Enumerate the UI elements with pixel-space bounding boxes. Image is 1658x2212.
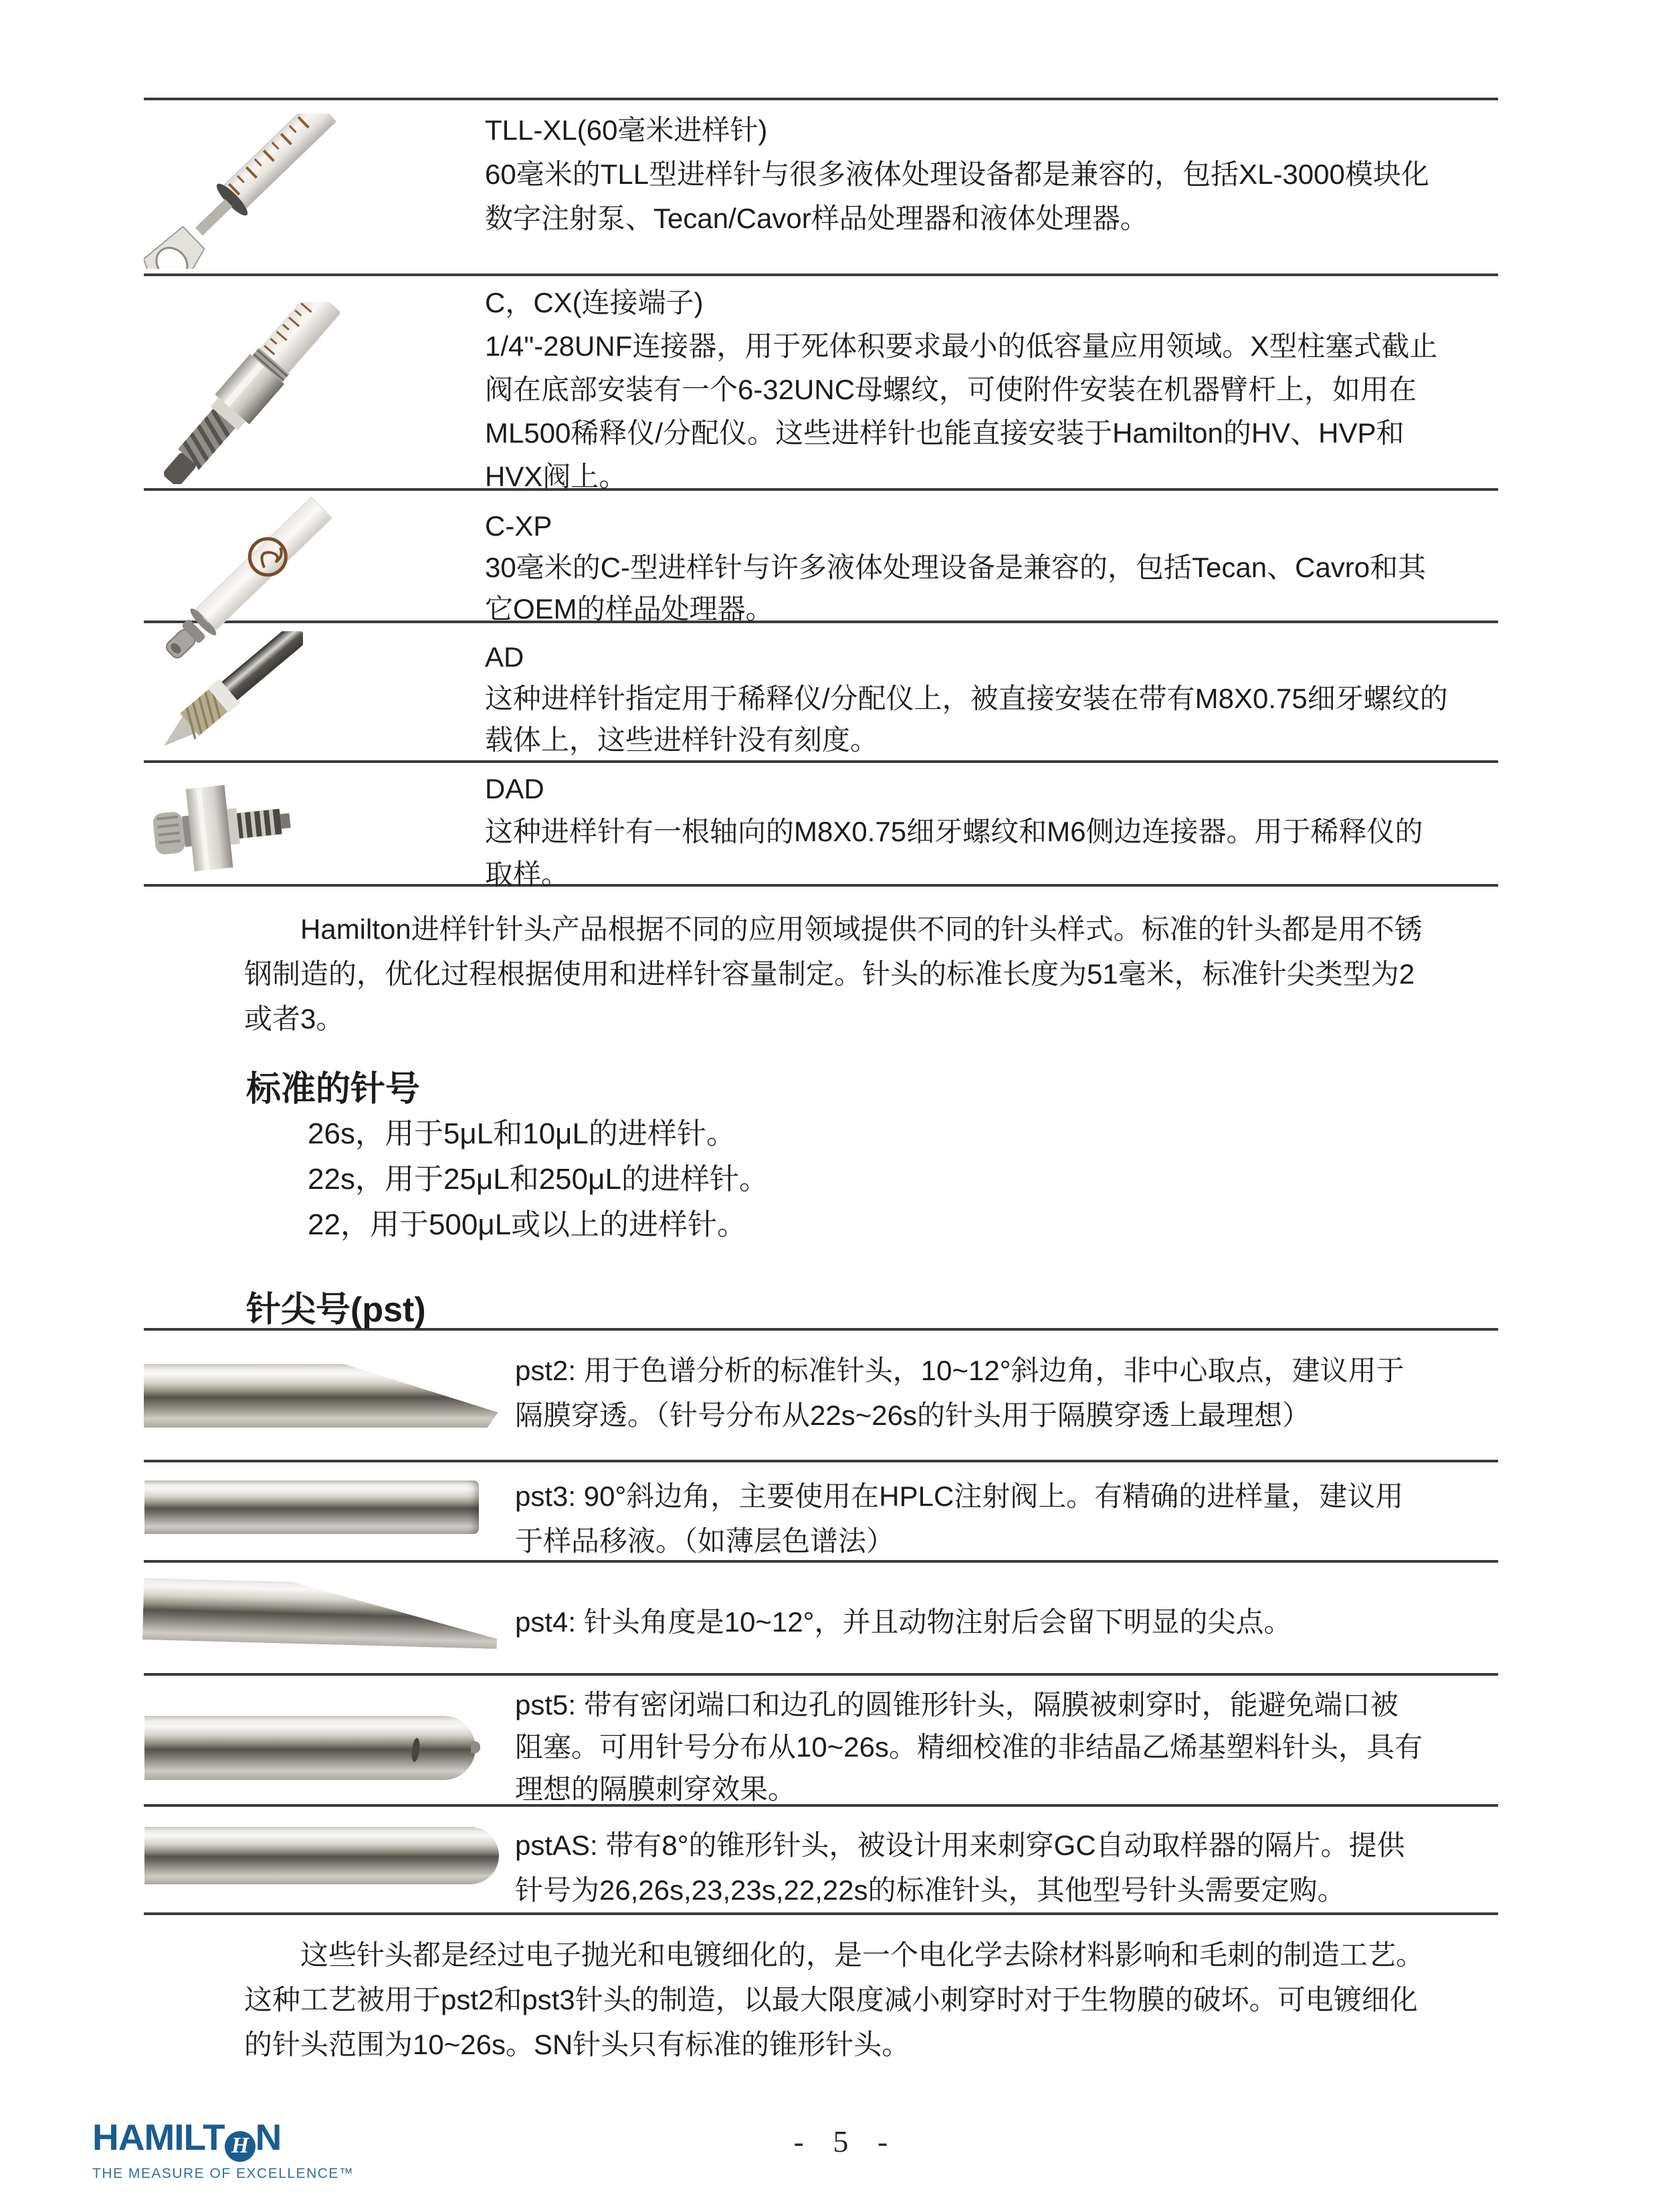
section-line: pst3: 90°斜边角，主要使用在HPLC注射阀上。有精确的进样量，建议用	[515, 1480, 1404, 1512]
section-line: 载体上，这些进样针没有刻度。	[485, 724, 879, 756]
list-item: 22，用于500μL或以上的进样针。	[308, 1208, 747, 1241]
section-line: 这种进样针有一根轴向的M8X0.75细牙螺纹和M6侧边连接器。用于稀释仪的	[485, 816, 1423, 847]
list-item: 26s，用于5μL和10μL的进样针。	[308, 1117, 736, 1150]
standard-gauge-list	[308, 1111, 768, 1248]
section-pst4	[515, 1599, 1491, 1644]
pst5-tip-point	[471, 1741, 480, 1753]
section-line: 这种进样针指定用于稀释仪/分配仪上，被直接安装在带有M8X0.75细牙螺纹的	[485, 683, 1448, 714]
standard-gauge-heading: 标准的针号	[246, 1070, 421, 1109]
list-item: 22s，用于25μL和250μL的进样针。	[308, 1163, 768, 1196]
section-tll-xl	[485, 108, 1488, 241]
section-line: pst2: 用于色谱分析的标准针头，10~12°斜边角，非中心取点，建议用于	[515, 1355, 1405, 1386]
ad-syringe-photo	[152, 631, 303, 755]
section-title: C，CX(连接端子)	[485, 287, 704, 318]
paragraph-line: 或者3。	[244, 1003, 344, 1034]
section-line: 它OEM的样品处理器。	[485, 593, 774, 625]
section-line: ML500稀释仪/分配仪。这些进样针也能直接安装于Hamilton的HV、HVP和	[485, 417, 1405, 449]
pstas-needle-photo	[144, 1827, 499, 1884]
section-title: TLL-XL(60毫米进样针)	[485, 114, 768, 146]
section-line: 阀在底部安装有一个6-32UNC母螺纹，可使附件安装在机器臂杆上，如用在	[485, 374, 1417, 405]
divider-after-pst4	[144, 1673, 1498, 1676]
section-line: 1/4"-28UNF连接器，用于死体积要求最小的低容量应用领域。X型柱塞式截止	[485, 330, 1438, 362]
dad-syringe-photo	[152, 770, 300, 883]
section-line: 隔膜穿透。（针号分布从22s~26s的针头用于隔膜穿透上最理想）	[515, 1400, 1310, 1431]
section-pst2	[515, 1348, 1491, 1438]
section-pst3	[515, 1474, 1491, 1563]
section-pst5	[515, 1684, 1491, 1810]
intro-paragraph	[244, 907, 1501, 1041]
c-cx-termination-photo	[152, 302, 340, 484]
section-line: 阻塞。可用针号分布从10~26s。精细校准的非结晶乙烯基塑料针头，具有	[515, 1731, 1423, 1763]
paragraph-line: 这些针头都是经过电子抛光和电镀细化的，是一个电化学去除材料影响和毛刺的制造工艺。	[300, 1939, 1425, 1971]
section-line: 于样品移液。（如薄层色谱法）	[515, 1525, 895, 1557]
section-line: HVX阀上。	[485, 461, 627, 492]
logo-word-end: N	[255, 2116, 282, 2158]
section-c-cx	[485, 281, 1488, 498]
divider-after-pst2	[144, 1460, 1498, 1462]
section-line: pst5: 带有密闭端口和边孔的圆锥形针头，隔膜被刺穿时，能避免端口被	[515, 1689, 1398, 1721]
section-title: AD	[485, 641, 524, 673]
logo-word-start: HAMILT	[92, 2116, 225, 2158]
hamilton-monogram-icon: H	[225, 2131, 255, 2162]
logo-tagline: THE MEASURE OF EXCELLENCE™	[92, 2166, 354, 2181]
section-title: DAD	[485, 773, 544, 804]
section-line: 理想的隔膜刺穿效果。	[515, 1773, 797, 1805]
section-line: 取样。	[485, 859, 570, 890]
pst5-side-hole	[411, 1737, 421, 1762]
section-ad	[485, 637, 1488, 761]
paragraph-line: 钢制造的，优化过程根据使用和进样针容量制定。针头的标准长度为51毫米，标准针尖类型为2	[244, 958, 1415, 990]
section-line: pstAS: 带有8°的锥形针头，被设计用来刺穿GC自动取样器的隔片。提供	[515, 1830, 1405, 1861]
page-number: - 5 -	[793, 2124, 892, 2159]
section-line: pst4: 针头角度是10~12°，并且动物注射后会留下明显的尖点。	[515, 1606, 1292, 1638]
section-c-xp	[485, 506, 1488, 630]
section-title: C-XP	[485, 510, 552, 542]
hamilton-logo	[92, 2118, 354, 2182]
section-pstas	[515, 1823, 1491, 1912]
pst2-needle-photo	[144, 1364, 502, 1428]
section-line: 数字注射泵、Tecan/Cavor样品处理器和液体处理器。	[485, 203, 1148, 234]
hamilton-logo-word	[92, 2118, 354, 2162]
divider-after-tll-xl	[144, 273, 1498, 276]
paragraph-line: Hamilton进样针针头产品根据不同的应用领域提供不同的针头样式。标准的针头都是用不锈	[300, 913, 1423, 945]
section-line: 60毫米的TLL型进样针与很多液体处理设备都是兼容的，包括XL-3000模块化	[485, 158, 1429, 190]
tip-style-heading: 针尖号(pst)	[246, 1291, 426, 1329]
section-line: 针号为26,26s,23,23s,22,22s的标准针头，其他型号针头需要定购。	[515, 1874, 1346, 1906]
divider-top	[144, 98, 1498, 100]
paragraph-line: 这种工艺被用于pst2和pst3针头的制造，以最大限度减小刺穿时对于生物膜的破坏。可电镀细化	[244, 1984, 1418, 2015]
tll-xl-syringe-photo	[144, 114, 338, 269]
pst5-needle-photo	[144, 1716, 476, 1780]
divider-after-pstas	[144, 1912, 1498, 1915]
closing-paragraph	[244, 1932, 1501, 2067]
section-line: 30毫米的C-型进样针与许多液体处理设备是兼容的，包括Tecan、Cavro和其	[485, 552, 1427, 583]
pst4-needle-photo	[142, 1575, 498, 1651]
section-dad	[485, 768, 1488, 896]
paragraph-line: 的针头范围为10~26s。SN针头只有标准的锥形针头。	[244, 2029, 910, 2060]
pst3-needle-photo	[144, 1480, 479, 1534]
